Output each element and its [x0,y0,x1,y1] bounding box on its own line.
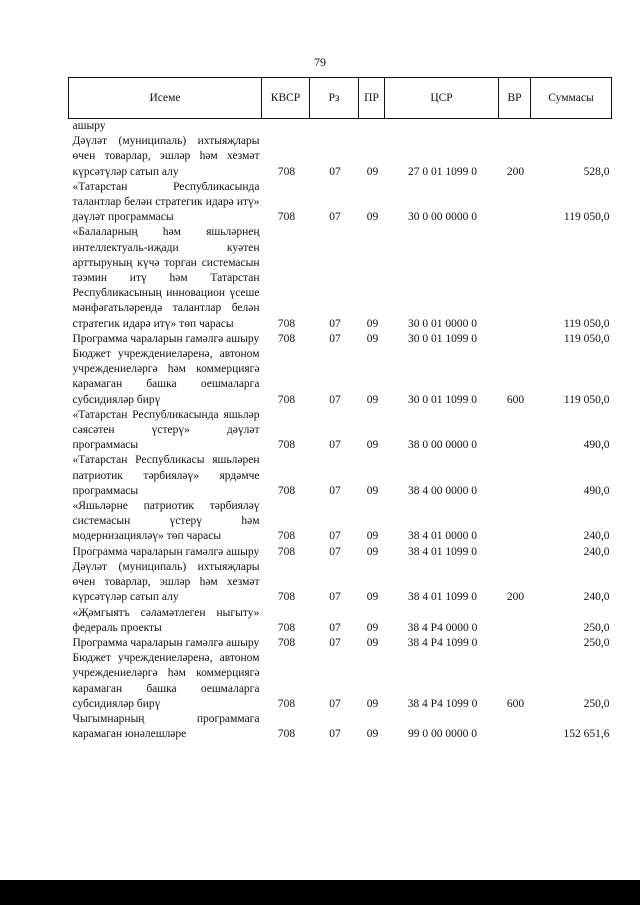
row-vr [499,180,531,226]
row-pr: 09 [366,591,379,604]
row-rz: 07 [329,439,341,452]
row-csr: 30 0 01 1099 0 [408,332,477,345]
row-name: «Яшьләрне патриотик тәрбияләү системасын үстерү һәм модернизацияләү» төп чарасы [72,500,260,543]
row-pr: 09 [366,530,379,543]
row-name: Дәүләт (муниципаль) ихтыяҗлары өчен товарлар, эшләр һәм хезмәт күрсәтүләр сатып алу [72,560,260,604]
table-row [69,651,612,712]
row-vr [499,453,531,499]
row-csr: 38 4 P4 0000 0 [407,621,478,634]
row-pr: 09 [366,211,379,224]
row-pr: 09 [366,317,379,330]
row-sum: 250,0 [583,636,610,649]
row-pr: 09 [366,636,379,649]
row-kvsr: 708 [277,317,296,330]
header-row [69,78,612,119]
row-name: Бюджет учреждениеләренә, автоном учреждениеләргә һәм коммерциягә карамаган башка оешмаларга субсидияләр бирү [72,652,260,710]
row-csr: 38 4 P4 1099 0 [407,636,478,649]
row-name: «Җәмгыятъ сәламәтлеген ныгыту» федераль проекты [72,606,260,634]
row-name: «Татарстан Республикасында талантлар белән стратегик идарә итү» дәүләт программасы [72,180,260,224]
table-body [69,119,612,743]
row-vr [499,499,531,545]
row-kvsr: 708 [277,439,296,452]
row-pr: 09 [366,545,379,558]
row-sum: 119 050,0 [563,393,610,406]
scan-bottom-edge [0,880,640,905]
table-header [69,78,612,119]
row-sum: 490,0 [583,439,610,452]
row-csr: 38 4 P4 1099 0 [407,697,478,710]
row-name: Программа чараларын гамәлгә ашыру [72,636,260,649]
row-sum: 490,0 [583,484,610,497]
row-name: Программа чараларын гамәлгә ашыру [72,332,260,345]
row-kvsr: 708 [277,165,296,178]
table-row [69,560,612,606]
row-csr: 30 0 00 0000 0 [408,211,477,224]
row-rz: 07 [329,697,341,710]
column-header-sum: Суммасы [531,78,612,119]
row-csr: 38 4 01 1099 0 [408,545,477,558]
row-kvsr: 708 [277,530,296,543]
row-csr: 38 4 01 1099 0 [408,591,477,604]
row-pr: 09 [366,728,379,741]
row-csr: 30 0 01 1099 0 [408,393,477,406]
table-row [69,180,612,226]
row-pr: 09 [366,697,379,710]
row-vr: 200 [506,591,525,604]
row-vr: 200 [506,165,525,178]
row-csr: 38 4 01 0000 0 [408,530,477,543]
row-csr: 38 0 00 0000 0 [408,439,477,452]
table-row [69,636,612,651]
continuation-row [69,119,612,135]
row-pr: 09 [366,439,379,452]
row-vr [499,712,531,742]
table-row [69,499,612,545]
column-header-rz: Рз [310,78,359,119]
row-kvsr: 708 [277,621,296,634]
table-row [69,606,612,636]
row-sum: 119 050,0 [563,332,610,345]
row-rz: 07 [329,636,341,649]
row-pr: 09 [366,165,379,178]
row-vr [499,636,531,651]
table-row [69,712,612,742]
row-rz: 07 [329,591,341,604]
column-header-kvsr: КВСР [262,78,310,119]
row-vr [499,408,531,454]
row-pr: 09 [366,484,379,497]
row-sum: 240,0 [583,530,610,543]
row-csr: 38 4 00 0000 0 [408,484,477,497]
column-header-csr: ЦСР [385,78,499,119]
row-vr: 600 [506,697,525,710]
column-header-vr: ВР [499,78,531,119]
row-rz: 07 [329,728,341,741]
row-rz: 07 [329,165,341,178]
table-row [69,332,612,347]
table-row [69,347,612,408]
row-rz: 07 [329,332,341,345]
row-kvsr: 708 [277,636,296,649]
row-sum: 119 050,0 [563,317,610,330]
table-row [69,453,612,499]
table-row [69,134,612,180]
row-name: Чыгымнарның программага карамаган юнәлешләре [72,712,260,741]
row-vr [499,332,531,347]
row-kvsr: 708 [277,545,296,558]
row-rz: 07 [329,530,341,543]
row-kvsr: 708 [277,697,296,710]
row-sum: 119 050,0 [563,211,610,224]
row-name: «Татарстан Республикасында яшьләр сәясәтен үстерү» дәүләт программасы [72,408,260,452]
row-vr: 600 [506,393,525,406]
row-name: Бюджет учреждениеләренә, автоном учреждениеләргә һәм коммерциягә карамаган башка оешмаларга субсидияләр бирү [72,348,260,406]
row-vr [499,225,531,331]
row-sum: 250,0 [583,621,610,634]
column-header-pr: ПР [359,78,385,119]
row-sum: 250,0 [583,697,610,710]
row-kvsr: 708 [277,728,296,741]
row-rz: 07 [329,621,341,634]
table-row [69,545,612,560]
row-rz: 07 [329,211,341,224]
row-name: Дәүләт (муниципаль) ихтыяҗлары өчен товарлар, эшләр һәм хезмәт күрсәтүләр сатып алу [72,135,260,178]
continuation-text: ашыру [72,120,106,132]
row-vr [499,545,531,560]
row-rz: 07 [329,317,341,330]
row-sum: 152 651,6 [563,728,610,741]
row-name: «Балаларның һәм яшьләрнең интеллектуаль-иҗади куәтен арттыруның күчә торган системасын тәэмин итү һәм Татарстан Республикасының инновацион үсеше мәнфәгатьләрендә талантлар белән стратегик идарә итү» төп чарасы [72,226,260,330]
row-kvsr: 708 [277,332,296,345]
row-pr: 09 [366,393,379,406]
table-row [69,225,612,331]
row-rz: 07 [329,484,341,497]
row-kvsr: 708 [277,591,296,604]
column-header-name: Исеме [69,78,262,119]
row-kvsr: 708 [277,393,296,406]
row-name: Программа чараларын гамәлгә ашыру [72,545,260,558]
row-rz: 07 [329,545,341,558]
row-pr: 09 [366,621,379,634]
table-row [69,408,612,454]
row-sum: 528,0 [583,165,610,178]
row-vr [499,606,531,636]
row-csr: 99 0 00 0000 0 [408,728,477,741]
row-pr: 09 [366,332,379,345]
row-csr: 30 0 01 0000 0 [408,317,477,330]
row-sum: 240,0 [583,591,610,604]
row-kvsr: 708 [277,211,296,224]
budget-table [68,77,612,742]
page-number: 79 [314,55,326,69]
row-csr: 27 0 01 1099 0 [408,165,477,178]
row-rz: 07 [329,393,341,406]
row-kvsr: 708 [277,484,296,497]
row-name: «Татарстан Республикасы яшьләрен патриотик тәрбияләү» ярдәмче программасы [72,454,260,497]
row-sum: 240,0 [583,545,610,558]
